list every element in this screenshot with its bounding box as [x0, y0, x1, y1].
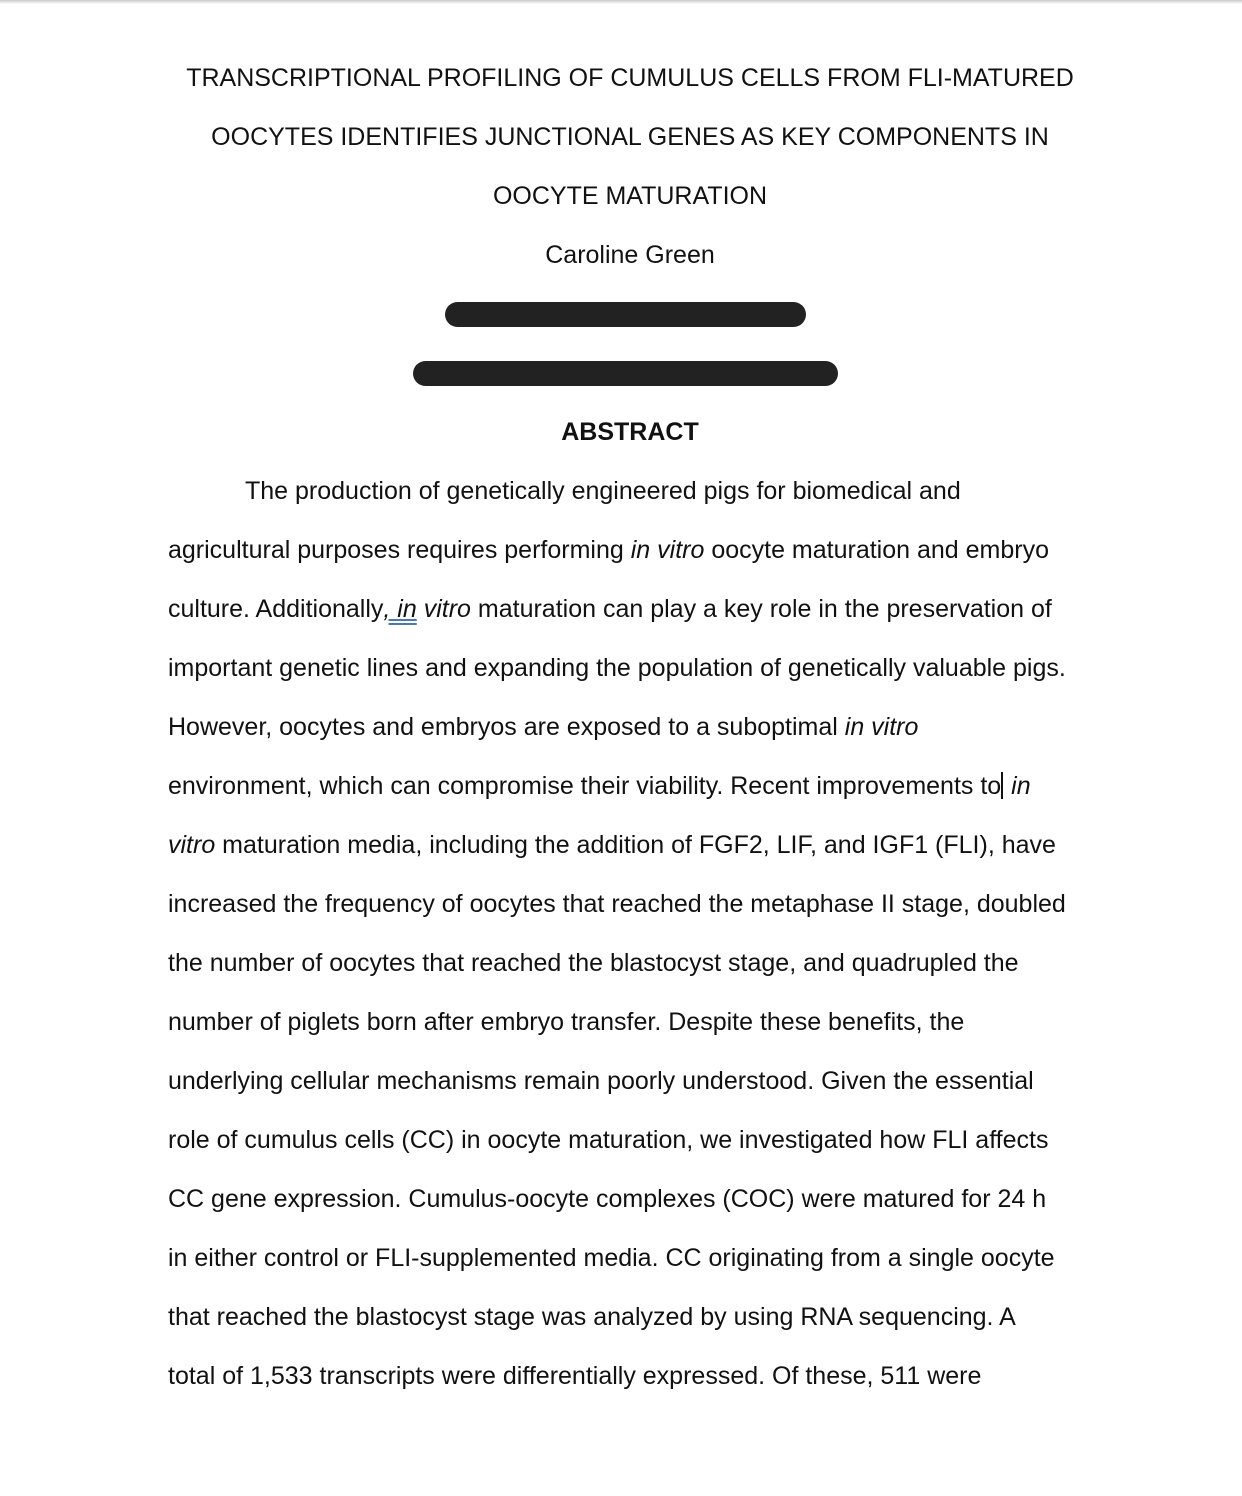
italic-term: vitro [416, 595, 471, 623]
abstract-line [168, 698, 1092, 757]
abstract-text: oocyte maturation and embryo [704, 536, 1050, 564]
abstract-text: However, oocytes and embryos are exposed to a suboptimal [168, 713, 845, 741]
italic-term: in [1004, 772, 1031, 800]
redacted-line-1 [168, 285, 1092, 344]
abstract-line [168, 757, 1092, 816]
abstract-line [168, 1347, 1092, 1406]
abstract-body[interactable] [168, 462, 1092, 1406]
abstract-line [168, 1288, 1092, 1347]
redaction-bar [413, 361, 838, 386]
abstract-line [168, 580, 1092, 639]
italic-term: vitro [168, 831, 216, 859]
abstract-line [168, 1229, 1092, 1288]
title-line-2: OOCYTES IDENTIFIES JUNCTIONAL GENES AS KEY COMPONENTS IN [211, 123, 1049, 151]
abstract-line [168, 639, 1092, 698]
title-line-1: TRANSCRIPTIONAL PROFILING OF CUMULUS CELLS FROM FLI-MATURED [186, 64, 1074, 92]
abstract-line [168, 934, 1092, 993]
redacted-line-2 [168, 344, 1092, 403]
abstract-line [168, 875, 1092, 934]
page-top-shadow [0, 0, 1242, 4]
document-page[interactable] [168, 49, 1092, 1406]
abstract-line [168, 993, 1092, 1052]
abstract-heading: ABSTRACT [561, 418, 699, 446]
abstract-line [168, 1170, 1092, 1229]
abstract-text: increased the frequency of oocytes that reached the metaphase II stage, doubled [168, 890, 1066, 918]
redaction-bar [445, 302, 806, 327]
abstract-text: important genetic lines and expanding the population of genetically valuable pigs. [168, 654, 1066, 682]
abstract-text: maturation media, including the addition of FGF2, LIF, and IGF1 (FLI), have [215, 831, 1056, 859]
abstract-line [168, 1111, 1092, 1170]
italic-term: in vitro [844, 713, 919, 741]
abstract-text: CC gene expression. Cumulus-oocyte complexes (COC) were matured for 24 h [168, 1185, 1047, 1213]
abstract-line [168, 1052, 1092, 1111]
abstract-text: The production of genetically engineered pigs for biomedical and [245, 477, 961, 505]
abstract-text: in either control or FLI-supplemented media. CC originating from a single oocyte [168, 1244, 1055, 1272]
abstract-text: role of cumulus cells (CC) in oocyte maturation, we investigated how FLI affects [168, 1126, 1049, 1154]
author-name: Caroline Green [545, 241, 715, 269]
abstract-line [168, 462, 1092, 521]
abstract-text: total of 1,533 transcripts were differentially expressed. Of these, 511 were [168, 1362, 982, 1390]
title-line-3: OOCYTE MATURATION [492, 182, 768, 210]
abstract-text: culture. Additionally [168, 595, 384, 623]
abstract-line [168, 816, 1092, 875]
tracked-change-insertion[interactable]: , in [383, 595, 417, 623]
abstract-text: that reached the blastocyst stage was analyzed by using RNA sequencing. A [168, 1303, 1016, 1331]
text-cursor [1001, 772, 1003, 799]
italic-term: in vitro [630, 536, 705, 564]
abstract-line [168, 521, 1092, 580]
abstract-text: the number of oocytes that reached the blastocyst stage, and quadrupled the [168, 949, 1019, 977]
abstract-text: underlying cellular mechanisms remain poorly understood. Given the essential [168, 1067, 1034, 1095]
abstract-text: environment, which can compromise their viability. Recent improvements to [168, 772, 1002, 800]
abstract-text: agricultural purposes requires performing [168, 536, 631, 564]
abstract-text: number of piglets born after embryo transfer. Despite these benefits, the [168, 1008, 965, 1036]
abstract-text: maturation can play a key role in the preservation of [470, 595, 1052, 623]
